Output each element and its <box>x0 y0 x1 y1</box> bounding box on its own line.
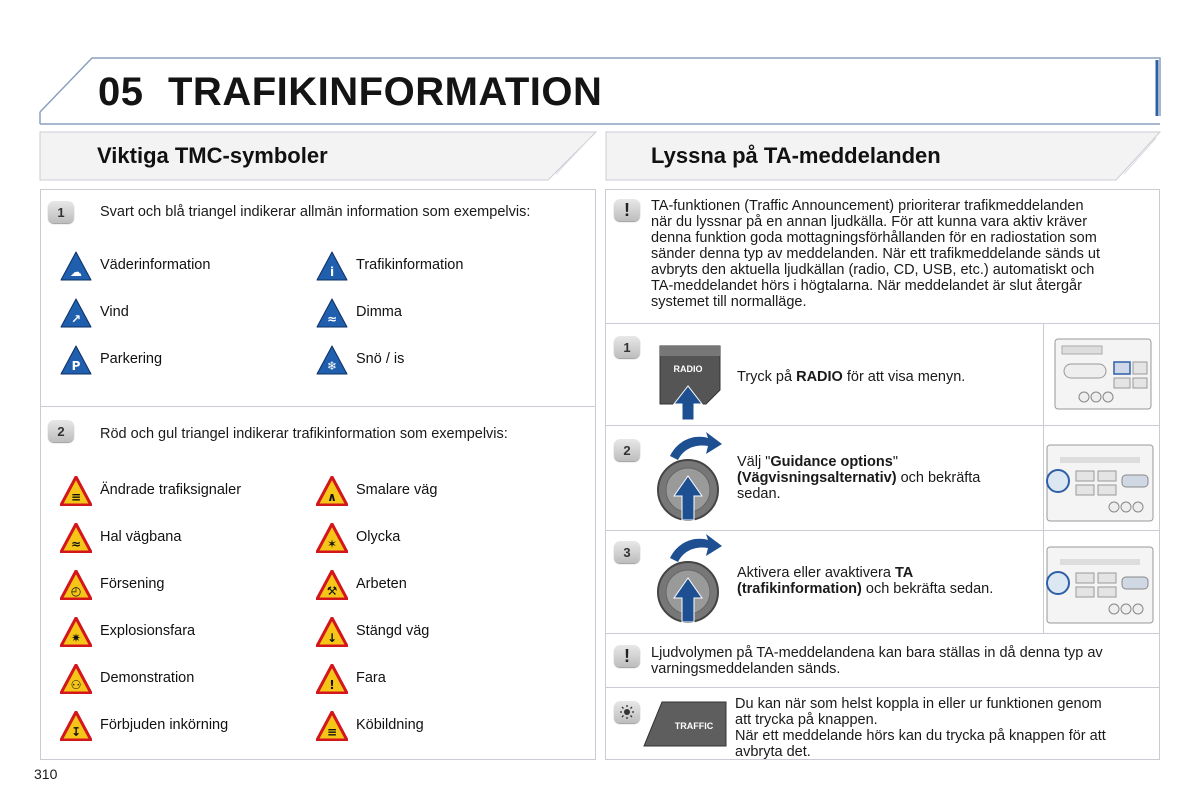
svg-text:≡: ≡ <box>326 725 338 739</box>
svg-text:i: i <box>329 265 335 279</box>
symbol-label: Dimma <box>356 304 402 320</box>
symbol-label: Väderinformation <box>100 257 211 273</box>
symbol-label: Explosionsfara <box>100 623 196 639</box>
symbol-label: Fara <box>356 670 386 686</box>
info-triangle-icon <box>316 251 348 281</box>
warning-badge: ! <box>614 645 640 667</box>
svg-text:⚇: ⚇ <box>70 678 82 692</box>
chapter-title: TRAFIKINFORMATION <box>168 70 603 114</box>
step-badge-1: 1 <box>614 336 640 358</box>
explosion-triangle-icon <box>60 617 92 647</box>
control-panel-illustration <box>1046 543 1154 627</box>
snow-triangle-icon <box>316 345 348 375</box>
radio-button-label: RADIO <box>673 364 703 374</box>
light-bulb-icon <box>619 704 635 720</box>
symbol-label: Försening <box>100 576 165 592</box>
symbol-label: Hal vägbana <box>100 529 182 545</box>
volume-note-text: Ljudvolymen på TA-meddelandena kan bara ställas in då denna typ av varningsmeddelanden sänds. <box>651 645 1103 677</box>
radio-button-illustration <box>652 342 728 424</box>
step1-text: Tryck på RADIO för att visa menyn. <box>737 369 966 385</box>
block1-intro: Svart och blå triangel indikerar allmän information som exempelvis: <box>100 204 531 220</box>
svg-text:≡: ≡ <box>70 490 82 504</box>
panel-divider <box>605 530 1160 531</box>
svg-text:❄: ❄ <box>326 359 338 373</box>
queue-triangle-icon <box>316 711 348 741</box>
symbol-label: Ändrade trafiksignaler <box>100 482 242 498</box>
narrow-road-triangle-icon <box>316 476 348 506</box>
step-badge-3: 3 <box>614 541 640 563</box>
svg-text:◴: ◴ <box>70 584 82 598</box>
warning-badge: ! <box>614 199 640 221</box>
step-badge-2: 2 <box>48 420 74 442</box>
block2-intro: Röd och gul triangel indikerar trafikinformation som exempelvis: <box>100 426 508 442</box>
svg-text:↗: ↗ <box>70 312 82 326</box>
step2-text: Välj "Guidance options" (Vägvisningsalternativ) och bekräfta sedan. <box>737 454 981 502</box>
traffic-button-illustration <box>642 700 728 748</box>
panel-divider <box>40 406 596 407</box>
symbol-label: Smalare väg <box>356 482 438 498</box>
control-panel-illustration <box>1046 441 1154 525</box>
weather-triangle-icon <box>60 251 92 281</box>
delay-triangle-icon <box>60 570 92 600</box>
page-number: 310 <box>34 766 58 782</box>
svg-text:⚒: ⚒ <box>326 584 338 598</box>
svg-text:≈: ≈ <box>326 312 338 326</box>
right-section-title: Lyssna på TA-meddelanden <box>651 143 941 168</box>
closed-road-triangle-icon <box>316 617 348 647</box>
symbol-label: Förbjuden inkörning <box>100 717 229 733</box>
symbol-label: Parkering <box>100 351 163 367</box>
parking-triangle-icon <box>60 345 92 375</box>
symbol-label: Olycka <box>356 529 401 545</box>
step-badge-2: 2 <box>614 439 640 461</box>
slippery-road-triangle-icon <box>60 523 92 553</box>
danger-triangle-icon <box>316 664 348 694</box>
ta-intro-text: TA-funktionen (Traffic Announcement) prioriterar trafikmeddelanden när du lyssnar på en annan ljudkälla. För att kunna vara aktiv kräver denna funktion goda mottagningsförhållanden för en radiostation som sänder denna typ av meddelanden. När ett trafikmeddelande sänds ut avbryts den aktuella ljudkällan (radio, CD, USB, etc.) automatiskt och TA-meddelandet hörs i högtalarna. När meddelandet är slut återgår systemet till normalläge. <box>651 198 1100 310</box>
radio-panel-illustration <box>1054 336 1152 412</box>
symbol-label: Trafikinformation <box>356 257 464 273</box>
svg-text:☁: ☁ <box>70 265 82 279</box>
symbol-label: Köbildning <box>356 717 424 733</box>
svg-text:✶: ✶ <box>326 537 338 551</box>
traffic-button-label: TRAFFIC <box>674 721 714 731</box>
panel-divider <box>605 633 1160 634</box>
wind-triangle-icon <box>60 298 92 328</box>
image-column-divider <box>1043 323 1044 633</box>
roadworks-triangle-icon <box>316 570 348 600</box>
step3-text: Aktivera eller avaktivera TA (trafikinformation) och bekräfta sedan. <box>737 565 994 597</box>
rotary-knob-illustration <box>652 430 728 526</box>
svg-text:↧: ↧ <box>70 725 82 739</box>
symbol-label: Demonstration <box>100 670 195 686</box>
symbol-label: Vind <box>100 304 129 320</box>
svg-text:↓: ↓ <box>326 631 338 645</box>
fog-triangle-icon <box>316 298 348 328</box>
symbol-label: Stängd väg <box>356 623 430 639</box>
accident-triangle-icon <box>316 523 348 553</box>
symbol-label: Arbeten <box>356 576 407 592</box>
svg-text:!: ! <box>329 678 335 692</box>
rotary-knob-illustration <box>652 532 728 628</box>
traffic-tip-text: Du kan när som helst koppla in eller ur funktionen genom att trycka på knappen. När ett meddelande hörs kan du trycka på knappen för att avbryta det. <box>735 696 1106 760</box>
step-badge-1: 1 <box>48 201 74 223</box>
panel-divider <box>605 687 1160 688</box>
svg-text:≈: ≈ <box>70 537 82 551</box>
traffic-signal-triangle-icon <box>60 476 92 506</box>
svg-text:✷: ✷ <box>70 631 82 645</box>
svg-text:P: P <box>71 359 81 373</box>
no-entry-triangle-icon <box>60 711 92 741</box>
panel-divider <box>605 323 1160 324</box>
left-section-title: Viktiga TMC-symboler <box>97 143 328 168</box>
symbol-label: Snö / is <box>356 351 405 367</box>
svg-text:∧: ∧ <box>327 490 337 504</box>
tip-badge <box>614 701 640 723</box>
chapter-number: 05 <box>98 70 144 114</box>
panel-divider <box>605 425 1160 426</box>
demonstration-triangle-icon <box>60 664 92 694</box>
